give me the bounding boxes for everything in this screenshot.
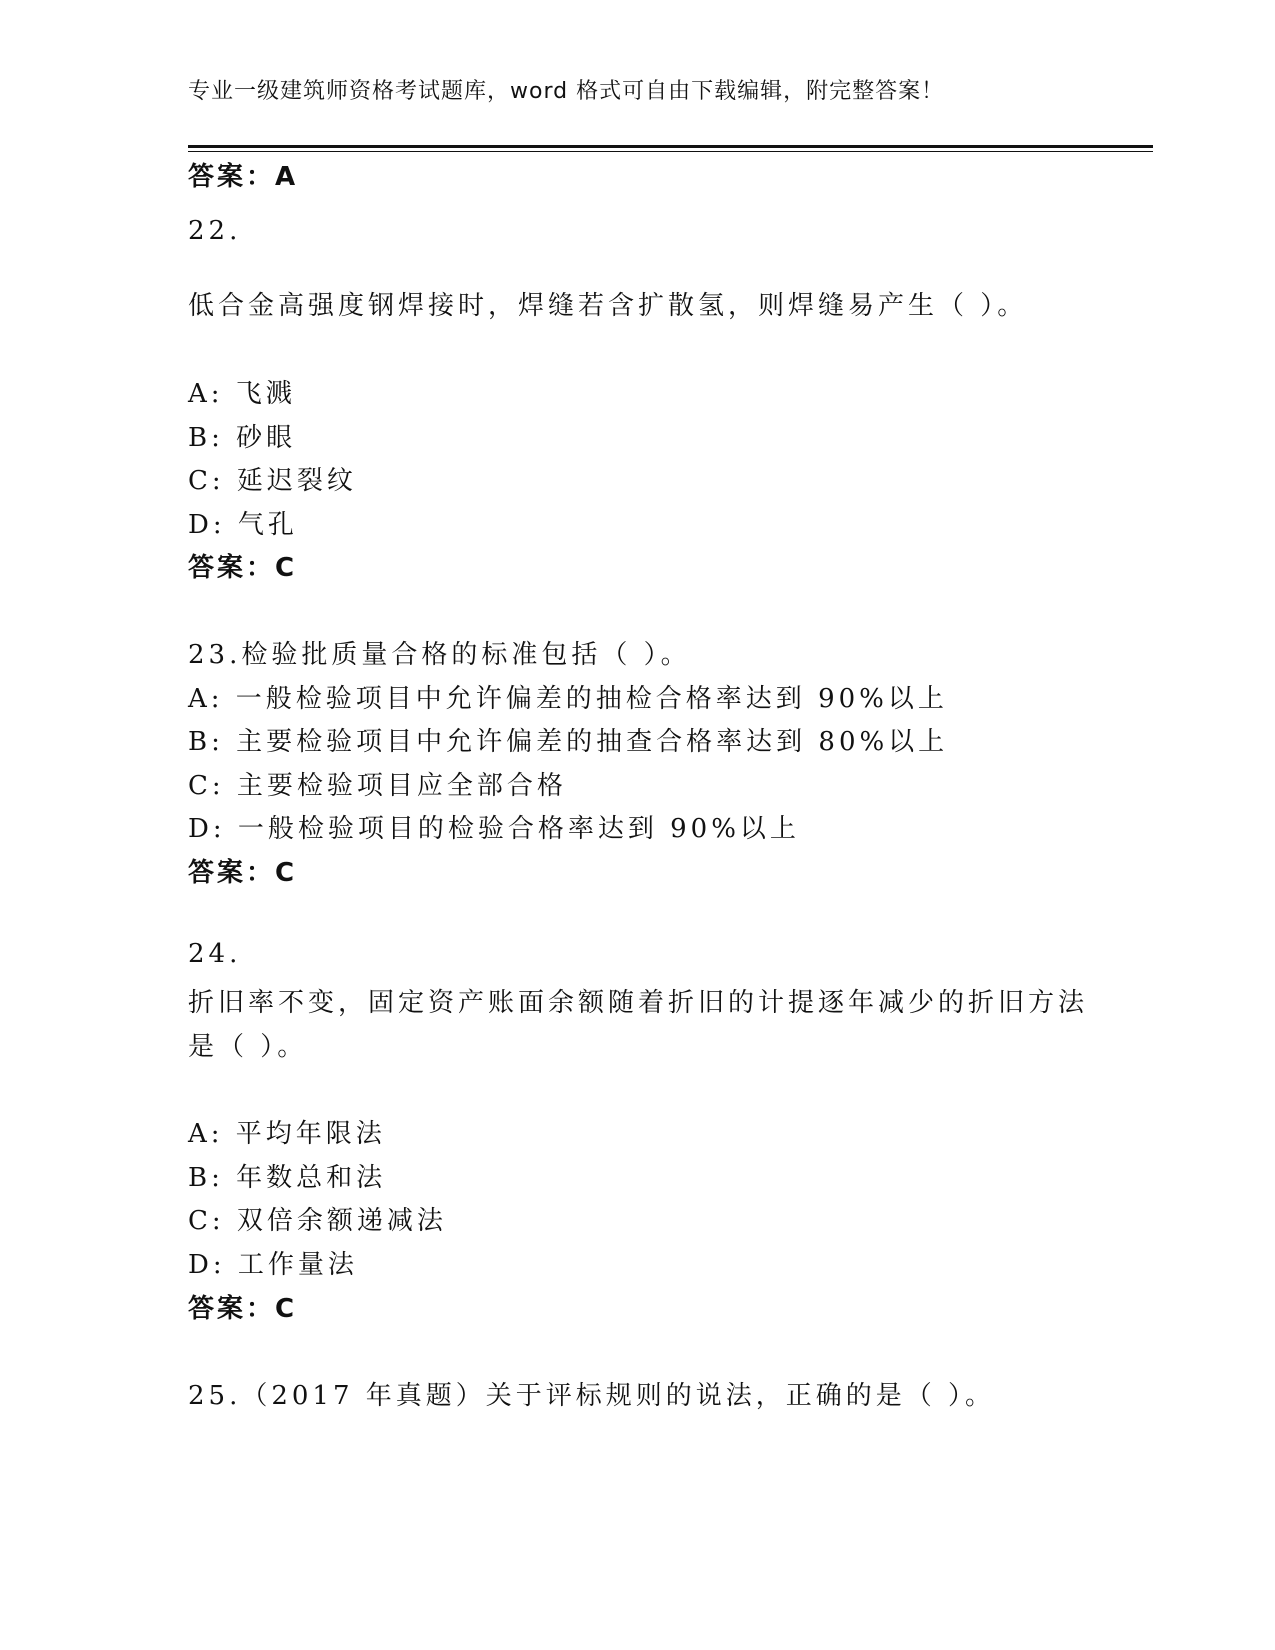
question-22-option-a: A: 飞溅 xyxy=(188,379,296,409)
question-22-stem: 低合金高强度钢焊接时，焊缝若含扩散氢，则焊缝易产生（ ）。 xyxy=(188,291,1028,321)
question-24-stem-line-2: 是（ ）。 xyxy=(188,1032,308,1062)
question-24-number: 24. xyxy=(188,939,242,969)
question-23-option-d: D: 一般检验项目的检验合格率达到 90%以上 xyxy=(188,814,800,844)
question-23-option-b: B: 主要检验项目中允许偏差的抽查合格率达到 80%以上 xyxy=(188,727,949,757)
answer-23: 答案：C xyxy=(188,858,298,888)
question-23-option-a: A: 一般检验项目中允许偏差的抽检合格率达到 90%以上 xyxy=(188,684,948,714)
question-22-option-d: D: 气孔 xyxy=(188,510,298,540)
question-25-stem: 25.（2017 年真题）关于评标规则的说法，正确的是（ ）。 xyxy=(188,1381,996,1411)
question-22-option-b: B: 砂眼 xyxy=(188,423,297,453)
header-rule-thick xyxy=(188,145,1153,148)
question-24-option-c: C: 双倍余额递减法 xyxy=(188,1206,447,1236)
answer-24: 答案：C xyxy=(188,1294,298,1324)
question-24-option-a: A: 平均年限法 xyxy=(188,1119,386,1149)
question-23-stem: 23.检验批质量合格的标准包括（ ）。 xyxy=(188,640,691,670)
answer-22: 答案：C xyxy=(188,553,298,583)
question-22-number: 22. xyxy=(188,216,242,246)
answer-21: 答案：A xyxy=(188,162,299,192)
header-rule-thin xyxy=(188,151,1153,152)
question-22-option-c: C: 延迟裂纹 xyxy=(188,466,357,496)
question-24-option-d: D: 工作量法 xyxy=(188,1250,358,1280)
question-24-stem-line-1: 折旧率不变，固定资产账面余额随着折旧的计提逐年减少的折旧方法 xyxy=(188,988,1089,1018)
question-23-option-c: C: 主要检验项目应全部合格 xyxy=(188,771,567,801)
question-24-option-b: B: 年数总和法 xyxy=(188,1163,387,1193)
page-header: 专业一级建筑师资格考试题库，word 格式可自由下载编辑，附完整答案！ xyxy=(188,79,945,104)
